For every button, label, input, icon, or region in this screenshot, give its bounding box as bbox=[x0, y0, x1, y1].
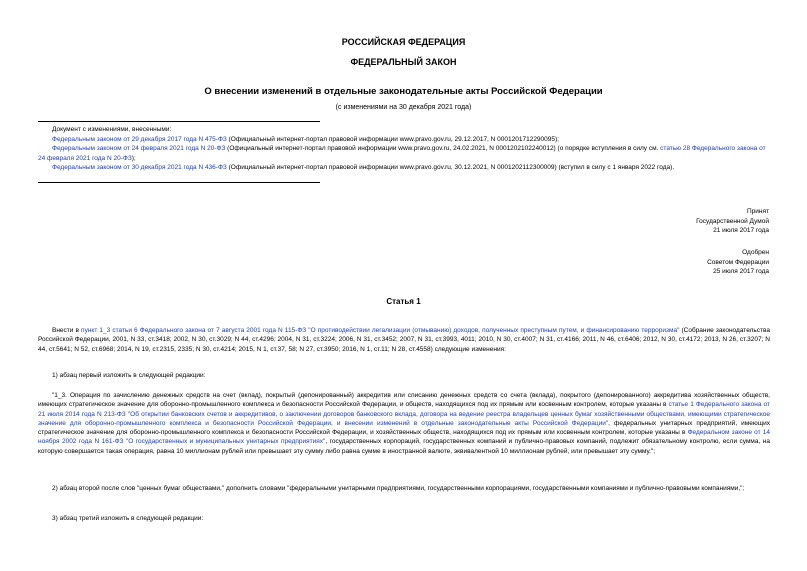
change-text-1: (Официальный интернет-портал правовой информации www.pravo.gov.ru, 29.12.2017, N 0001201712290095); bbox=[226, 135, 559, 143]
paragraph-3: 3) абзац третий изложить в следующей редакции: bbox=[52, 515, 204, 522]
approved-date: 25 июля 2017 года bbox=[713, 268, 769, 275]
intro-rest: (Собрание законодательства Российской Федерации, 2001, N 33, ст.3418; 2002, N 30, ст.3029; N 44, ст.4296; 2004, N 31, ст.3224; 2006, N 31, ст.3452; 2007, N 31, ст.3993, 4011; 2010, N 30, ст.4007; N 31, ст.4166; 2011, N 46, ст.6406; 2012, N 30, ст.4172; 2013, N 26, ст.3207; N 44, ст.5641; N 52, ст.6968; 2014, N 19, ст.2315, 2335; N 30, ст.4214; 2015, N 1, ст.37, 58; N 27, ст.3950; 2016, N 1, ст.11; N 28, ст.4558) следующие изменения: bbox=[38, 327, 770, 353]
quote-part-b: , федеральных унитарных предприятий, имеющих стратегическое значение для оборонно-промышленного комплекса и безопасности Российской Федерации, и хозяйственных обществ, находящихся под их прямым или косвенным контролем, которые указаны в bbox=[38, 419, 770, 437]
change-link-1[interactable]: Федеральным законом от 29 декабря 2017 года N 475-ФЗ bbox=[52, 135, 227, 143]
document-title: О внесении изменений в отдельные законодательные акты Российской Федерации bbox=[204, 86, 603, 97]
accepted-by: Государственной Думой bbox=[696, 217, 769, 225]
adoption-duma bbox=[696, 207, 769, 236]
approved-label: Одобрен bbox=[742, 249, 769, 256]
change-text-3: (Официальный интернет-портал правовой информации www.pravo.gov.ru, 30.12.2021, N 0001202112300009) (вступил в силу с 1 января 2022 года). bbox=[226, 164, 675, 171]
divider-top bbox=[38, 121, 320, 122]
edition-note: (с изменениями на 30 декабря 2021 года) bbox=[335, 104, 472, 111]
change-link-2[interactable]: Федеральным законом от 24 февраля 2021 года N 20-ФЗ bbox=[52, 145, 226, 152]
change-item-2 bbox=[38, 144, 770, 163]
intro-prefix: Внести в bbox=[52, 327, 82, 334]
quote-link-1[interactable]: статье 1 Федерального закона от 21 июля 2014 года N 213-ФЗ "Об открытии банковских счетов и аккредитивов, о заключении договоров банковского вклада, договора на ведение реестра владельцев ценных бумаг хозяйственными обществами, имеющими стратегическое значение для оборонно-промышленного комплекса и безопасности Российской Федерации, и внесении изменений в отдельные законодательные акты Российской Федерации" bbox=[38, 401, 770, 427]
change-link-3[interactable]: Федеральным законом от 30 декабря 2021 года N 436-ФЗ bbox=[52, 164, 227, 171]
divider-bottom bbox=[38, 182, 320, 183]
accepted-label: Принят bbox=[746, 208, 769, 215]
change-item-3 bbox=[38, 163, 770, 173]
adoption-council bbox=[707, 248, 769, 277]
article-title: Статья 1 bbox=[386, 297, 421, 306]
intro-link[interactable]: пункт 1_3 статьи 6 Федерального закона от 7 августа 2001 года N 115-ФЗ "О противодействии легализации (отмыванию) доходов, полученных преступным путем, и финансированию терроризма" bbox=[81, 327, 680, 334]
quote-link-2[interactable]: Федеральном законе от 14 ноября 2002 года N 161-ФЗ "О государственных и муниципальных унитарных предприятиях" bbox=[38, 429, 770, 446]
quote-part-c: , государственных корпораций, государственных компаний и публично-правовых компаний, подлежит обязательному контролю, если сумма, на которую совершается такая операция, равна 10 миллионам рублей или превышает эту сумму либо равна сумме в иностранной валюте, эквивалентной 10 миллионам рублей, или превышает эту сумму."; bbox=[38, 438, 770, 455]
quote-part-a: "1_3. Операция по зачислению денежных средств на счет (вклад), покрытый (депонированный) аккредитив или списанию денежных средств со счета (вклада), покрытого (депонированного) аккредитива хозяйственных обществ, имеющих стратегическое значение для оборонно-промышленного комплекса и безопасности Российской Федерации, и обществ, находящихся под их прямым или косвенным контролем, которые указаны в bbox=[38, 392, 770, 409]
approved-by: Советом Федерации bbox=[707, 258, 769, 266]
paragraph-2: 2) абзац второй после слов "ценных бумаг обществами," дополнить словами "федеральными унитарными предприятиями, государственными корпорациями, государственными компаниями и публично-правовыми компаниями,"; bbox=[52, 485, 745, 492]
quoted-paragraph bbox=[38, 391, 770, 456]
article-intro bbox=[38, 326, 770, 354]
change-tail-2: ); bbox=[131, 154, 136, 162]
changes-heading: Документ с изменениями, внесенными: bbox=[52, 126, 172, 133]
paragraph-1: 1) абзац первый изложить в следующей редакции: bbox=[52, 372, 206, 379]
law-type-heading: ФЕДЕРАЛЬНЫЙ ЗАКОН bbox=[350, 57, 457, 67]
accepted-date: 21 июля 2017 года bbox=[713, 227, 769, 234]
changes-block bbox=[38, 125, 770, 173]
country-heading: РОССИЙСКАЯ ФЕДЕРАЦИЯ bbox=[341, 37, 466, 47]
change-item-1 bbox=[38, 135, 770, 145]
change-link-2b[interactable]: статью 28 Федерального закона от 24 февраля 2021 года N 20-ФЗ bbox=[38, 145, 766, 162]
change-text-2: (Официальный интернет-портал правовой информации www.pravo.gov.ru, 24.02.2021, N 0001202102240012) (о порядке вступления в силу см. bbox=[225, 145, 661, 152]
